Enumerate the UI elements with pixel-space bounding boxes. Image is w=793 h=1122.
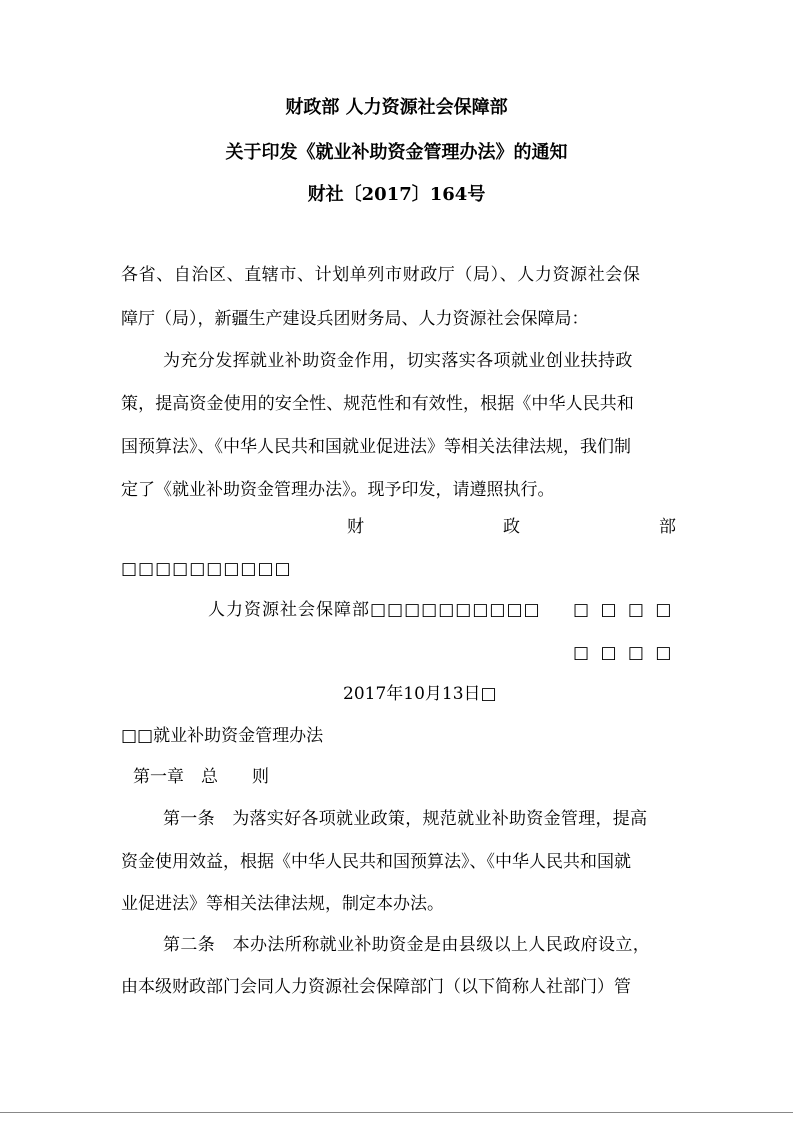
signature-char-2: 政 — [503, 517, 520, 537]
article-1-line-2: 资金使用效益，根据《中华人民共和国预算法》、《中华人民共和国就 — [121, 852, 631, 872]
paragraph-1-line-3: 国预算法》、《中华人民共和国就业促进法》等相关法律法规，我们制 — [121, 437, 631, 457]
issue-date: 2017年10月13日□ — [343, 684, 497, 704]
address-line-2: 障厅（局），新疆生产建设兵团财务局、人力资源社会保障局： — [121, 309, 589, 329]
title-line-1: 财政部 人力资源社会保障部 — [285, 97, 508, 118]
document-number: 财社〔2017〕164号 — [307, 184, 486, 205]
placeholder-boxes-right: □ □ □ □ — [573, 600, 673, 620]
paragraph-1-line-1: 为充分发挥就业补助资金作用，切实落实各项就业创业扶持政 — [163, 351, 633, 371]
signature-ministry-2: 人力资源社会保障部□□□□□□□□□□ — [208, 600, 541, 620]
placeholder-boxes-row-2: □ □ □ □ — [573, 643, 673, 663]
title-line-2: 关于印发《就业补助资金管理办法》的通知 — [225, 142, 568, 163]
article-1-line-1: 第一条 为落实好各项就业政策，规范就业补助资金管理，提高 — [163, 809, 648, 829]
chapter-heading: 第一章 总 则 — [133, 767, 269, 787]
address-line-1: 各省、自治区、直辖市、计划单列市财政厅（局）、人力资源社会保 — [121, 265, 641, 285]
paragraph-1-line-2: 策，提高资金使用的安全性、规范性和有效性，根据《中华人民共和 — [121, 394, 634, 414]
article-1-line-3: 业促进法》等相关法律法规，制定本办法。 — [121, 894, 444, 914]
measures-title: □□就业补助资金管理办法 — [121, 726, 324, 746]
signature-char-1: 财 — [347, 517, 364, 537]
placeholder-boxes-row: □□□□□□□□□□ — [121, 559, 292, 579]
article-2-line-1: 第二条 本办法所称就业补助资金是由县级以上人民政府设立， — [163, 935, 651, 955]
paragraph-1-line-4: 定了《就业补助资金管理办法》。现予印发，请遵照执行。 — [121, 480, 555, 500]
page-bottom-border — [0, 1112, 793, 1113]
signature-char-3: 部 — [659, 517, 676, 537]
article-2-line-2: 由本级财政部门会同人力资源社会保障部门（以下简称人社部门）管 — [121, 977, 631, 997]
